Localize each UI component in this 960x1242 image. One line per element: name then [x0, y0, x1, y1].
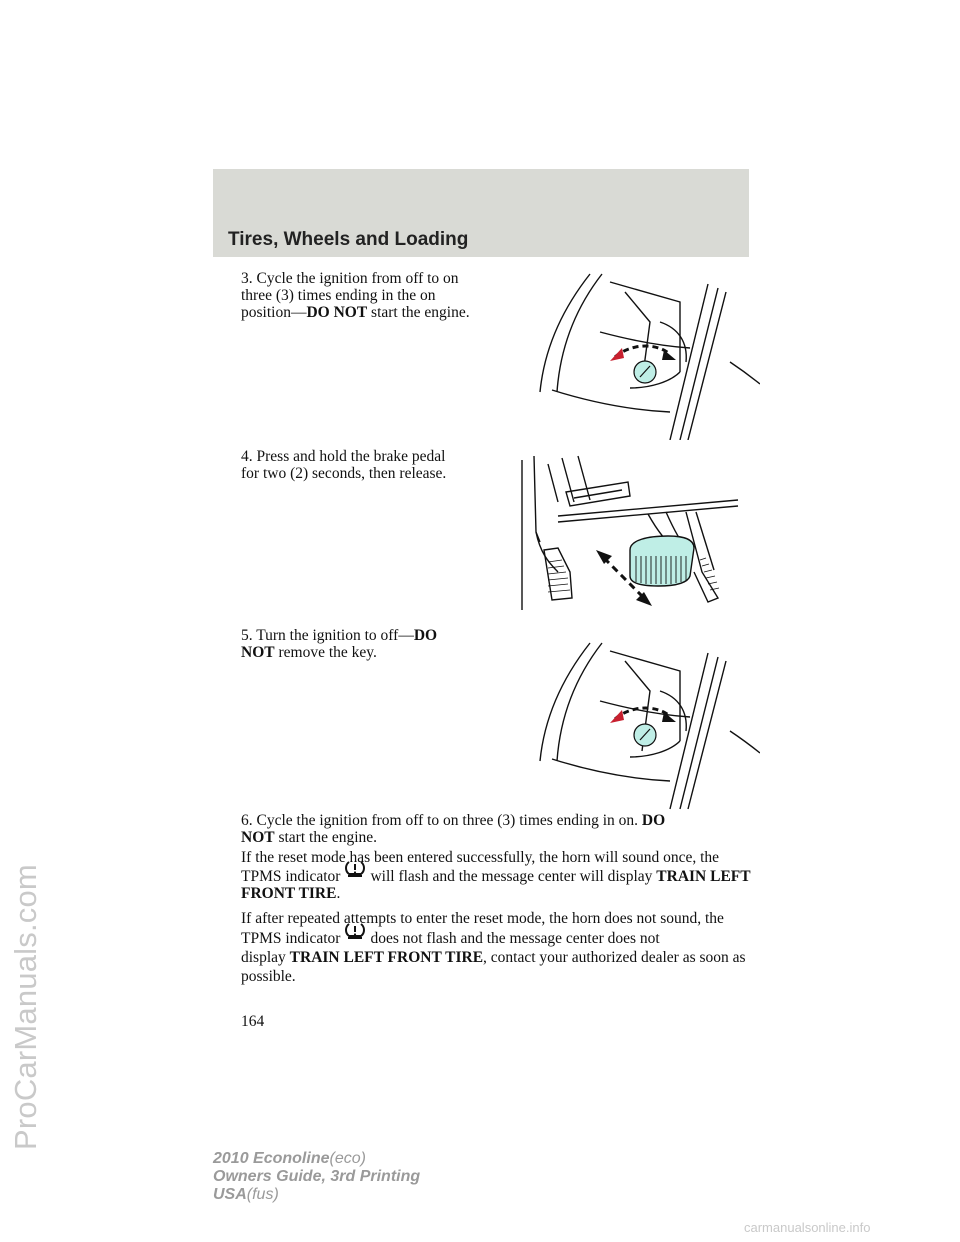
step-3-line-1: 3. Cycle the ignition from off to on — [241, 270, 459, 287]
step-5 — [241, 627, 437, 661]
tpms-indicator-icon — [340, 866, 370, 882]
step-4-line-1: 4. Press and hold the brake pedal — [241, 448, 446, 465]
step-5-line-2: NOT remove the key. — [241, 644, 377, 661]
ignition-figure-1 — [530, 262, 760, 440]
footer-line-1: 2010 Econoline(eco) — [213, 1150, 366, 1167]
reset-failure-paragraph: If after repeated attempts to enter the reset mode, the horn does not sound, the TPMS indicator does not flash and the message center does not display TRAIN LEFT FRONT TIRE, contact your authorized dealer as soon as possible. — [241, 910, 746, 985]
watermark — [8, 864, 48, 1190]
footer-line-2: Owners Guide, 3rd Printing — [213, 1168, 421, 1185]
brake-pedal-icon — [630, 536, 694, 586]
step-5-line-1: 5. Turn the ignition to off—DO — [241, 627, 438, 644]
step-4 — [241, 448, 446, 482]
step-4-line-2: for two (2) seconds, then release. — [241, 465, 447, 482]
section-title: Tires, Wheels and Loading — [228, 229, 469, 250]
step-3-line-2: three (3) times ending in the on — [241, 287, 436, 304]
section-header — [213, 169, 749, 257]
tpms-indicator-icon — [340, 928, 370, 944]
footer-line-3: USA(fus) — [213, 1186, 279, 1203]
site-watermark: carmanualsonline.info — [744, 1220, 871, 1235]
page-number: 164 — [241, 1013, 265, 1030]
step-6: 6. Cycle the ignition from off to on three (3) times ending in on. DO NOT start the engine. — [241, 812, 666, 846]
rotation-arrow — [610, 346, 676, 361]
watermark-text: ProCarManuals.com — [8, 864, 43, 1150]
brake-pedal-figure — [518, 452, 758, 612]
ignition-key-icon — [634, 361, 656, 383]
ignition-figure-2 — [530, 630, 760, 810]
step-3 — [241, 270, 470, 321]
footer — [213, 1150, 420, 1204]
ignition-key-icon — [634, 724, 656, 746]
step-3-line-3: position—DO NOT start the engine. — [241, 304, 470, 321]
reset-success-paragraph: If the reset mode has been entered successfully, the horn will sound once, the TPMS indicator will flash and the message center will display TRAIN LEFT FRONT TIRE. — [241, 849, 751, 902]
